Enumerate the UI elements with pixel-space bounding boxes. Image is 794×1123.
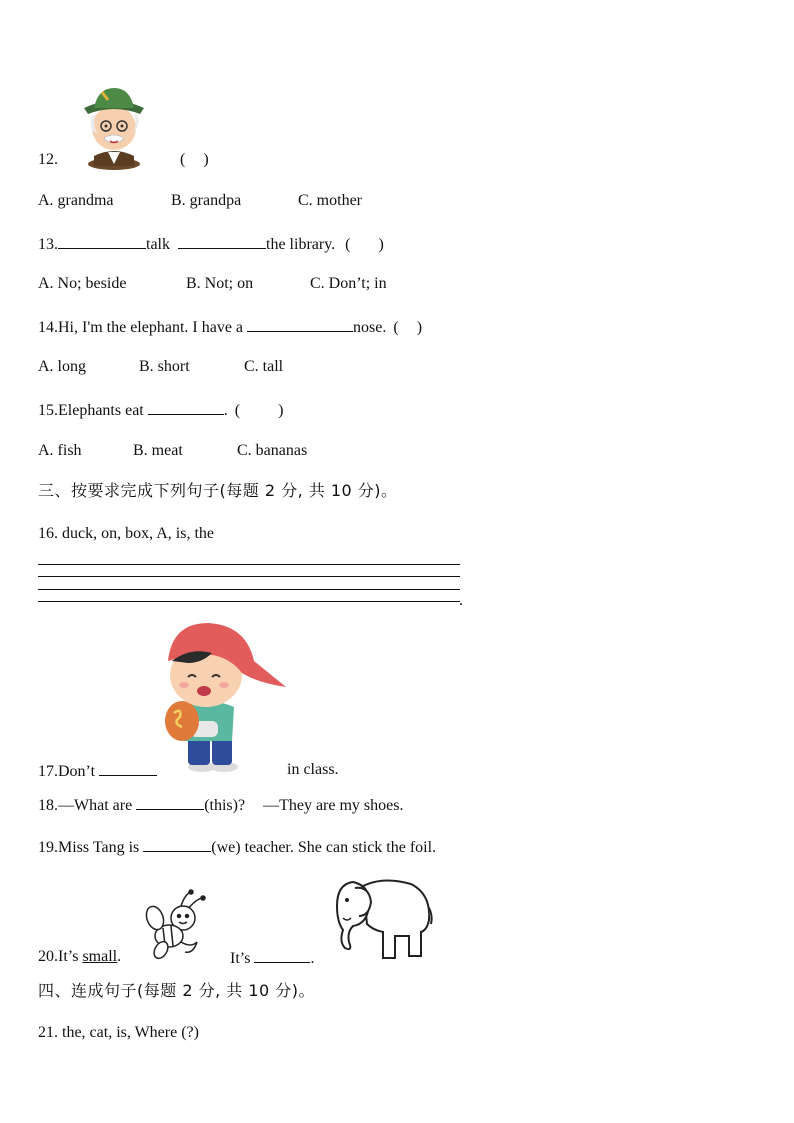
option-a[interactable]: A. long <box>38 358 86 375</box>
answer-line[interactable] <box>38 589 460 590</box>
question-14: 14.Hi, I'm the elephant. I have a nose. ( ) <box>38 316 422 338</box>
answer-line[interactable] <box>38 601 460 602</box>
elephant-illustration <box>333 872 433 962</box>
answer-parentheses[interactable]: ( ) <box>345 236 384 253</box>
answer-parentheses[interactable]: ( ) <box>234 402 284 419</box>
question-12 <box>38 150 58 170</box>
question-19: 19.Miss Tang is (we) teacher. She can stick the foil. <box>38 836 436 858</box>
question-20: 20.It’s small. <box>38 948 122 965</box>
answer-parentheses[interactable]: ( ) <box>180 151 209 168</box>
option-c[interactable]: C. tall <box>244 358 284 375</box>
answer-line[interactable] <box>38 576 460 577</box>
answer-blank[interactable] <box>247 316 353 332</box>
answer-blank[interactable] <box>143 836 211 852</box>
question-13: 13. talk the library. ( ) <box>38 233 384 255</box>
answer-parentheses[interactable]: ( ) <box>393 319 423 336</box>
section-4-title: 四、连成句子(每题 2 分, 共 10 分)。 <box>38 981 316 1000</box>
answer-blank[interactable] <box>178 233 266 249</box>
option-b[interactable]: B. Not; on <box>186 275 254 292</box>
option-a[interactable]: A. No; beside <box>38 275 127 292</box>
question-21: 21. the, cat, is, Where (?) <box>38 1024 199 1041</box>
question-number: 12. <box>38 151 58 168</box>
section-3-title: 三、按要求完成下列句子(每题 2 分, 共 10 分)。 <box>38 481 398 500</box>
answer-line[interactable] <box>38 564 460 565</box>
grandpa-illustration <box>80 86 150 166</box>
question-18-answer: —They are my shoes. <box>263 797 404 814</box>
boy-eating-illustration <box>162 617 287 777</box>
bee-illustration <box>145 890 207 960</box>
underlined-word: small <box>82 948 118 965</box>
question-20-answer: It’s . <box>230 947 314 969</box>
question-17-end: in class. <box>287 761 339 778</box>
answer-blank[interactable] <box>58 233 146 249</box>
option-c[interactable]: C. Don’t; in <box>310 275 387 292</box>
option-c[interactable]: C. bananas <box>237 442 308 459</box>
option-c[interactable]: C. mother <box>298 192 362 209</box>
line-end-period: . <box>459 592 463 609</box>
question-15: 15.Elephants eat . ( ) <box>38 399 283 421</box>
option-b[interactable]: B. meat <box>133 442 183 459</box>
answer-blank[interactable] <box>136 794 204 810</box>
question-17: 17.Don’t <box>38 760 157 782</box>
answer-blank[interactable] <box>254 947 310 963</box>
option-a[interactable]: A. fish <box>38 442 82 459</box>
question-16: 16. duck, on, box, A, is, the <box>38 525 214 542</box>
option-b[interactable]: B. grandpa <box>171 192 242 209</box>
answer-blank[interactable] <box>99 760 157 776</box>
option-b[interactable]: B. short <box>139 358 190 375</box>
option-a[interactable]: A. grandma <box>38 192 114 209</box>
answer-blank[interactable] <box>148 399 224 415</box>
question-18: 18.—What are (this)? —They are my shoes. <box>38 794 403 816</box>
